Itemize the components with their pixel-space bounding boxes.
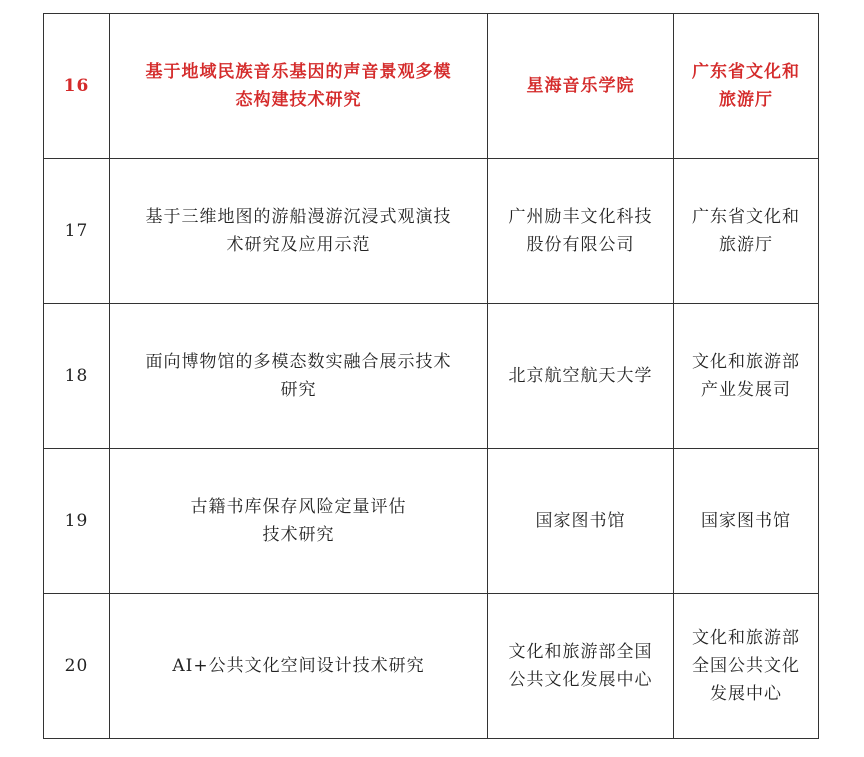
project-title-line: 技术研究 — [262, 525, 335, 545]
table-row — [44, 594, 819, 739]
row-number: 20 — [44, 594, 110, 739]
recommending-department-line: 文化和旅游部 — [692, 628, 800, 648]
recommending-department-line: 旅游厅 — [719, 235, 773, 255]
undertaking-unit-line: 广州励丰文化科技 — [508, 207, 653, 227]
undertaking-unit-line: 北京航空航天大学 — [508, 366, 653, 386]
table-row — [44, 304, 819, 449]
project-title-line: 基于三维地图的游船漫游沉浸式观演技 — [145, 207, 452, 227]
undertaking-unit-line: 国家图书馆 — [535, 511, 626, 531]
project-title-line: 面向博物馆的多模态数实融合展示技术 — [145, 352, 452, 372]
undertaking-unit — [488, 449, 674, 594]
project-title-line: 态构建技术研究 — [235, 90, 362, 110]
row-number: 19 — [44, 449, 110, 594]
recommending-department-line: 文化和旅游部 — [692, 352, 800, 372]
undertaking-unit — [488, 304, 674, 449]
recommending-department-line: 旅游厅 — [719, 90, 773, 110]
recommending-department-line: 广东省文化和 — [692, 62, 800, 82]
project-title — [110, 594, 488, 739]
recommending-department-line: 产业发展司 — [701, 380, 791, 400]
project-title — [110, 14, 488, 159]
table-row — [44, 159, 819, 304]
project-title-line: 古籍书库保存风险定量评估 — [190, 497, 407, 517]
recommending-department — [674, 159, 819, 304]
row-number: 18 — [44, 304, 110, 449]
table-row — [44, 14, 819, 159]
project-title-line: 术研究及应用示范 — [226, 235, 371, 255]
table-row — [44, 449, 819, 594]
undertaking-unit-line: 公共文化发展中心 — [508, 670, 653, 690]
recommending-department-line: 广东省文化和 — [692, 207, 800, 227]
undertaking-unit-line: 股份有限公司 — [526, 235, 635, 255]
project-table — [43, 13, 819, 739]
recommending-department — [674, 594, 819, 739]
undertaking-unit — [488, 14, 674, 159]
project-title — [110, 304, 488, 449]
project-title-line: 研究 — [280, 380, 317, 400]
undertaking-unit — [488, 159, 674, 304]
recommending-department-line: 全国公共文化 — [692, 656, 800, 676]
project-title — [110, 449, 488, 594]
undertaking-unit-line: 星海音乐学院 — [526, 76, 635, 96]
undertaking-unit — [488, 594, 674, 739]
project-title — [110, 159, 488, 304]
project-title-line: AI+公共文化空间设计技术研究 — [172, 656, 425, 676]
row-number: 17 — [44, 159, 110, 304]
recommending-department — [674, 304, 819, 449]
recommending-department — [674, 449, 819, 594]
undertaking-unit-line: 文化和旅游部全国 — [508, 642, 653, 662]
recommending-department-line: 国家图书馆 — [701, 511, 791, 531]
recommending-department — [674, 14, 819, 159]
project-title-line: 基于地域民族音乐基因的声音景观多模 — [145, 62, 452, 82]
row-number: 16 — [44, 14, 110, 159]
recommending-department-line: 发展中心 — [710, 684, 782, 704]
